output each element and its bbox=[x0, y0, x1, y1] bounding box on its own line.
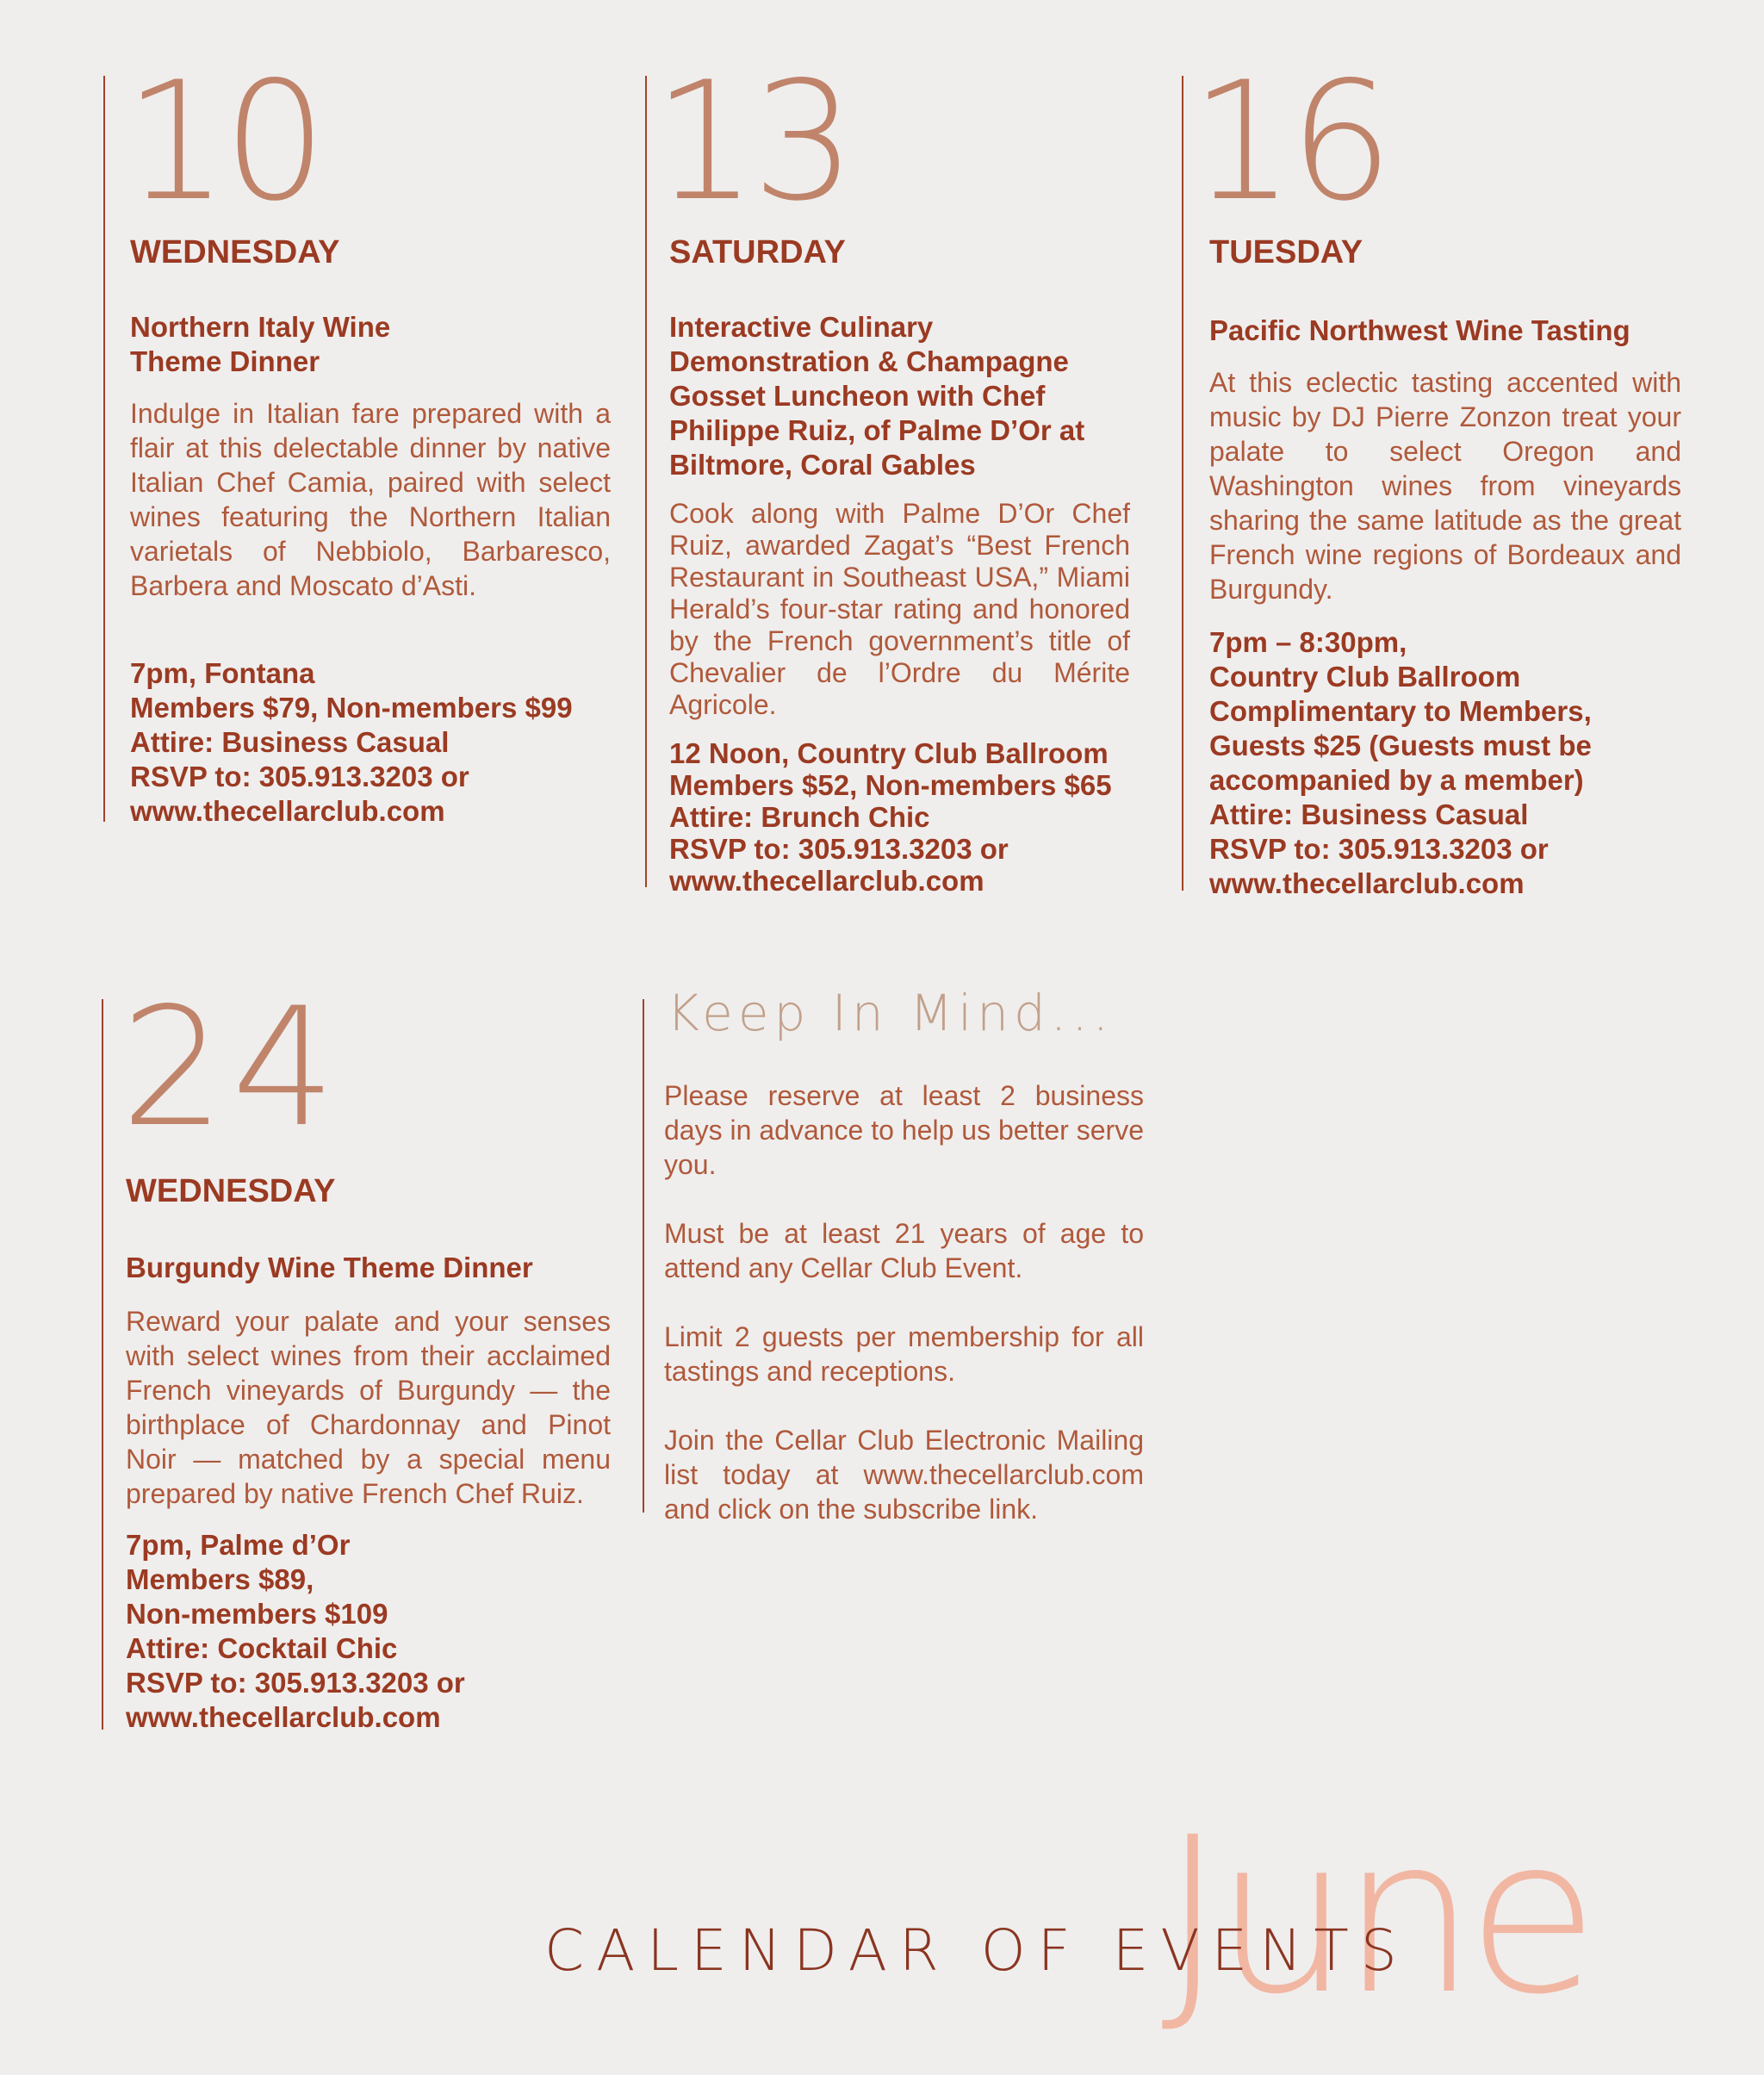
event-time-venue: 7pm, Fontana bbox=[130, 657, 315, 689]
event-description: Reward your palate and your senses with select wines from their acclaimed French vineyards of Burgundy — the birthplace of Chardonnay and Pinot Noir — matched by a special menu prepared by native French Chef Ruiz. bbox=[126, 1306, 611, 1509]
event-title-line: Burgundy Wine Theme Dinner bbox=[126, 1252, 533, 1283]
calendar-of-events-label: CALENDAR OF EVENTS bbox=[544, 1917, 1409, 1984]
event-website: www.thecellarclub.com bbox=[126, 1701, 441, 1733]
event-website: www.thecellarclub.com bbox=[669, 865, 984, 897]
event-title-line: Gosset Luncheon with Chef bbox=[669, 380, 1046, 412]
event-title-line: Demonstration & Champagne bbox=[669, 345, 1069, 377]
event-price: Members $52, Non-members $65 bbox=[669, 769, 1112, 801]
event-nonmember-price: Non-members $109 bbox=[126, 1598, 388, 1630]
weekday-label: WEDNESDAY bbox=[130, 234, 340, 270]
event-attire: Attire: Brunch Chic bbox=[669, 801, 930, 833]
event-attire: Attire: Business Casual bbox=[130, 726, 450, 758]
keep-in-mind-column bbox=[643, 999, 644, 1513]
event-description: Indulge in Italian fare prepared with a flair at this delectable dinner by native Italian Chef Camia, paired with select wines featuring the Northern Italian varietals of Nebbiolo, Barbaresco, Barbera and Moscato d’Asti. bbox=[130, 398, 611, 601]
event-website: www.thecellarclub.com bbox=[130, 795, 445, 827]
event-description: Cook along with Palme D’Or Chef Ruiz, awarded Zagat’s “Best French Restaurant in Southeast USA,” Miami Herald’s four-star rating and honored by the French government’s title of Chevalier de l’Ordre du Mérite Agricole. bbox=[669, 498, 1130, 720]
event-details bbox=[126, 1528, 465, 1735]
event-title-line: Biltmore, Coral Gables bbox=[669, 449, 976, 481]
weekday-label: SATURDAY bbox=[669, 234, 846, 270]
event-column-24 bbox=[102, 999, 103, 1730]
keep-in-mind-heading: Keep In Mind... bbox=[667, 984, 1115, 1042]
event-title bbox=[669, 310, 1169, 482]
event-price: Complimentary to Members, bbox=[1209, 695, 1592, 727]
event-member-price: Members $89, bbox=[126, 1563, 314, 1595]
event-venue: Country Club Ballroom bbox=[1209, 661, 1521, 693]
event-title bbox=[1209, 314, 1709, 348]
day-number: 10 bbox=[124, 47, 322, 237]
event-title-line: Interactive Culinary bbox=[669, 311, 934, 343]
event-price: Members $79, Non-members $99 bbox=[130, 692, 573, 724]
event-title-line: Theme Dinner bbox=[130, 345, 320, 377]
keep-in-mind-paragraph: Must be at least 21 years of age to attend any Cellar Club Event. bbox=[664, 1218, 1144, 1283]
event-website: www.thecellarclub.com bbox=[1209, 867, 1525, 899]
event-guest-price: Guests $25 (Guests must be bbox=[1209, 730, 1592, 761]
event-title bbox=[126, 1251, 625, 1285]
event-time: 7pm – 8:30pm, bbox=[1209, 626, 1407, 658]
event-column-13 bbox=[645, 76, 647, 887]
event-attire: Attire: Business Casual bbox=[1209, 798, 1529, 830]
event-details bbox=[669, 737, 1112, 897]
event-attire: Attire: Cocktail Chic bbox=[126, 1632, 398, 1664]
event-time-venue: 12 Noon, Country Club Ballroom bbox=[669, 737, 1109, 769]
keep-in-mind-paragraph: Limit 2 guests per membership for all tastings and receptions. bbox=[664, 1321, 1144, 1387]
event-time-venue: 7pm, Palme d’Or bbox=[126, 1529, 351, 1561]
event-details bbox=[130, 656, 573, 829]
event-rsvp: RSVP to: 305.913.3203 or bbox=[126, 1667, 465, 1699]
event-title-line: Philippe Ruiz, of Palme D’Or at bbox=[669, 414, 1085, 446]
weekday-label: TUESDAY bbox=[1209, 234, 1363, 270]
event-column-10 bbox=[103, 76, 105, 822]
day-number: 13 bbox=[653, 47, 851, 237]
event-rsvp: RSVP to: 305.913.3203 or bbox=[130, 761, 469, 792]
event-title bbox=[130, 310, 612, 379]
event-rsvp: RSVP to: 305.913.3203 or bbox=[669, 833, 1009, 865]
weekday-label: WEDNESDAY bbox=[126, 1173, 336, 1209]
event-title-line: Northern Italy Wine bbox=[130, 311, 391, 343]
event-column-16 bbox=[1182, 76, 1183, 891]
event-details bbox=[1209, 625, 1592, 901]
event-guest-note: accompanied by a member) bbox=[1209, 764, 1584, 796]
event-description: At this eclectic tasting accented with music by DJ Pierre Zonzon treat your palate to select Oregon and Washington wines from vineyards sharing the same latitude as the great French wine regions of Bordeaux and Burgundy. bbox=[1209, 367, 1681, 605]
keep-in-mind-paragraph: Please reserve at least 2 business days in advance to help us better serve you. bbox=[664, 1080, 1144, 1180]
day-number: 16 bbox=[1190, 47, 1388, 237]
event-title-line: Pacific Northwest Wine Tasting bbox=[1209, 314, 1630, 346]
keep-in-mind-paragraph: Join the Cellar Club Electronic Mailing list today at www.thecellarclub.com and click on the subscribe link. bbox=[664, 1425, 1144, 1525]
day-number: 24 bbox=[121, 972, 343, 1163]
event-rsvp: RSVP to: 305.913.3203 or bbox=[1209, 833, 1549, 865]
month-title: June bbox=[1161, 1791, 1589, 2041]
